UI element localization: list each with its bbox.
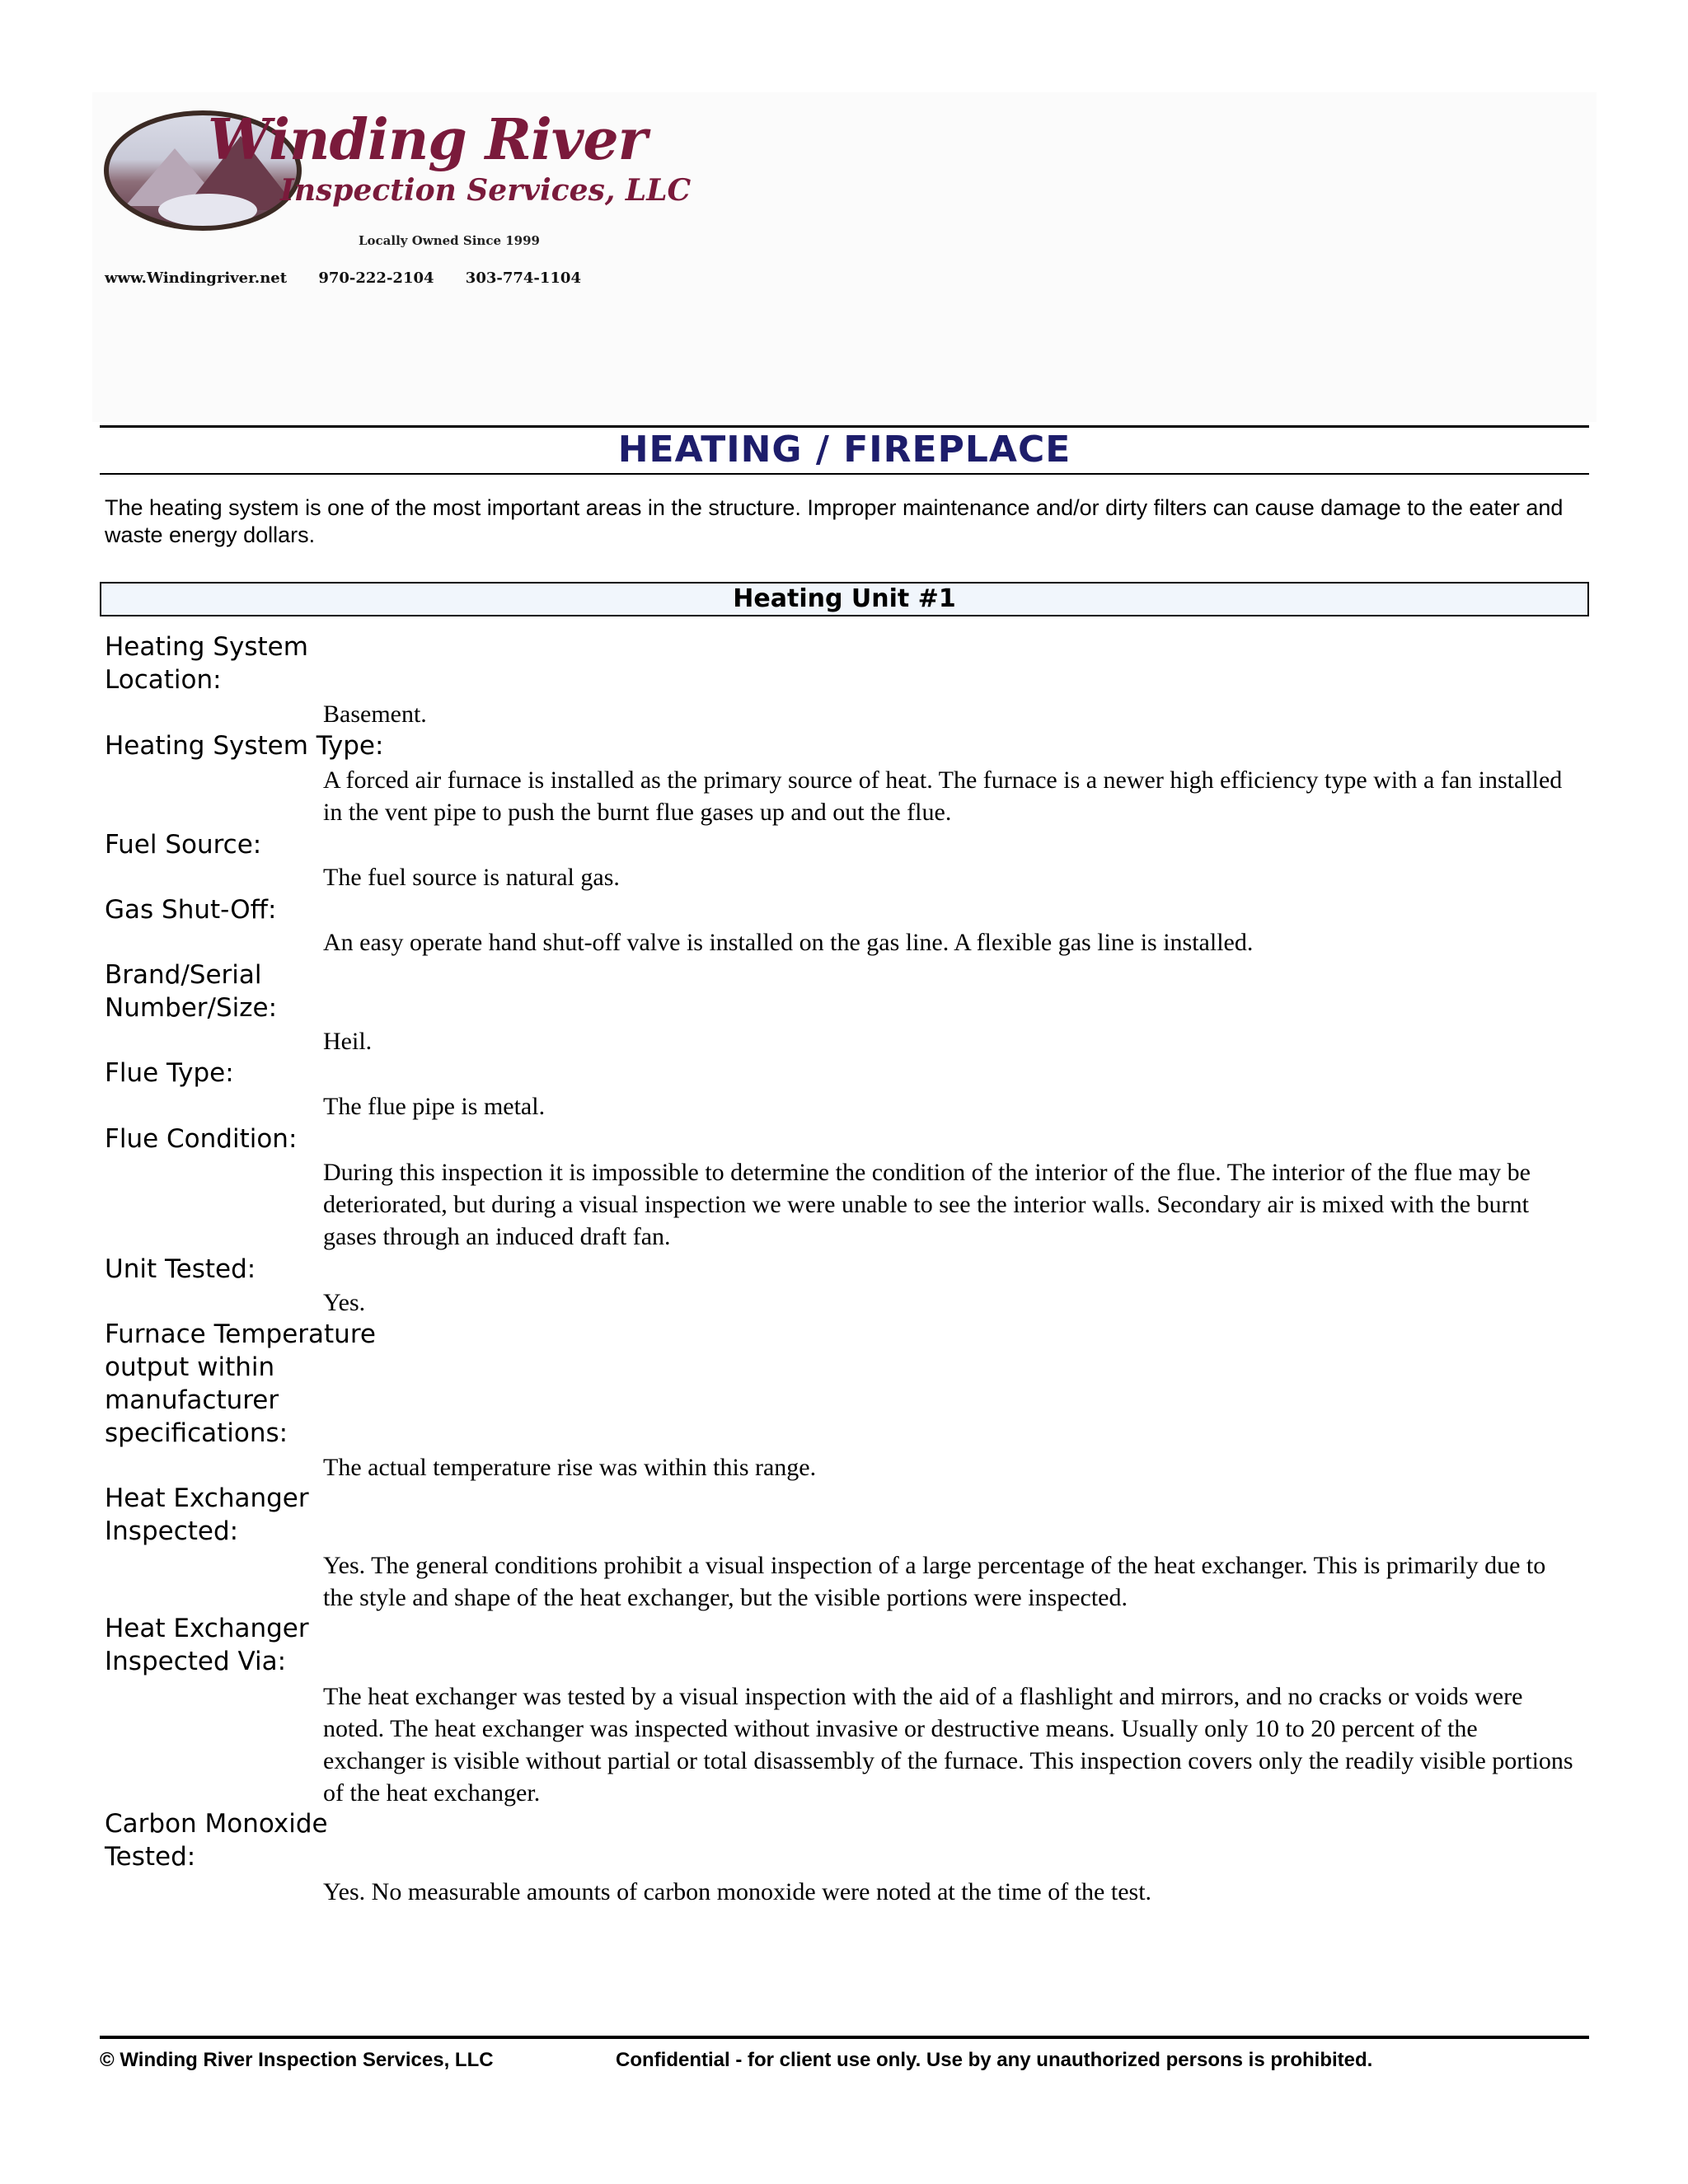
field-label: Flue Type: xyxy=(105,1058,234,1088)
field-value: An easy operate hand shut-off valve is installed on the gas line. A flexible gas line is installed. xyxy=(323,929,1254,956)
field-value: The actual temperature rise was within this range. xyxy=(323,1454,817,1481)
footer-notice: Confidential - for client use only. Use by any unauthorized persons is prohibited. xyxy=(616,2049,1373,2071)
logo-subtitle: Inspection Services, LLC xyxy=(280,173,692,208)
phone-number-2: 303-774-1104 xyxy=(465,269,581,287)
field-value: During this inspection it is impossible to determine the condition of the interior of the flue. The interior of the flue may be deteriorated, but during a visual inspection we were unable to see the interior walls. Secondary air is mixed with the burnt gases through an induced draft fan. xyxy=(323,1159,1531,1250)
page-title: HEATING / FIREPLACE xyxy=(617,429,1071,471)
section-heading-box xyxy=(100,582,1589,616)
intro-paragraph: The heating system is one of the most important areas in the structure. Improper maintenance and/or dirty filters can cause damage to the eater and waste energy dollars. xyxy=(105,495,1564,547)
phone-number-1: 970-222-2104 xyxy=(318,269,434,287)
field-value: Yes. The general conditions prohibit a visual inspection of a large percentage of the heat exchanger. This is primarily due to the style and shape of the heat exchanger, but the visible portions were inspected. xyxy=(323,1552,1546,1611)
field-value: The fuel source is natural gas. xyxy=(323,864,620,891)
field-label: Fuel Source: xyxy=(105,830,262,860)
field-label: Carbon Monoxide Tested: xyxy=(105,1809,328,1872)
field-value: The flue pipe is metal. xyxy=(323,1093,546,1120)
field-label: Brand/Serial Number/Size: xyxy=(105,960,278,1023)
field-value: Heil. xyxy=(323,1028,373,1055)
field-label: Furnace Temperature output within manufacturer specifications: xyxy=(105,1319,376,1448)
field-value: Basement. xyxy=(323,701,427,728)
field-label: Gas Shut-Off: xyxy=(105,895,277,925)
website-link[interactable]: www.Windingriver.net xyxy=(105,269,288,287)
logo-tagline: Locally Owned Since 1999 xyxy=(359,233,540,248)
company-logo xyxy=(104,107,692,248)
field-label: Flue Condition: xyxy=(105,1124,298,1154)
field-value: A forced air furnace is installed as the primary source of heat. The furnace is a newer high efficiency type with a fan installed in the vent pipe to push the burnt flue gases up and out the flue. xyxy=(323,766,1563,826)
title-top-rule xyxy=(100,425,1589,428)
field-value: Yes. No measurable amounts of carbon monoxide were noted at the time of the test. xyxy=(323,1878,1152,1905)
field-value: The heat exchanger was tested by a visual inspection with the aid of a flashlight and mirrors, and no cracks or voids were noted. The heat exchanger was inspected without invasive or destructive means. Usually only 10 to 20 percent of the exchanger is visible without partial or total disassembly of the furnace. This inspection covers only the readily visible portions of the heat exchanger. xyxy=(323,1683,1573,1807)
field-value: Yes. xyxy=(323,1289,366,1316)
field-label: Heating System Location: xyxy=(105,632,308,695)
section-heading: Heating Unit #1 xyxy=(733,584,956,613)
field-label: Heat Exchanger Inspected: xyxy=(105,1483,309,1546)
field-label: Heat Exchanger Inspected Via: xyxy=(105,1614,309,1676)
logo-title: Winding River xyxy=(208,107,647,173)
title-bottom-rule xyxy=(100,473,1589,475)
footer-copyright: © Winding River Inspection Services, LLC xyxy=(100,2049,494,2071)
field-label: Unit Tested: xyxy=(105,1254,256,1284)
footer-rule xyxy=(100,2036,1589,2039)
contact-line xyxy=(105,269,607,287)
field-label: Heating System Type: xyxy=(105,731,384,761)
